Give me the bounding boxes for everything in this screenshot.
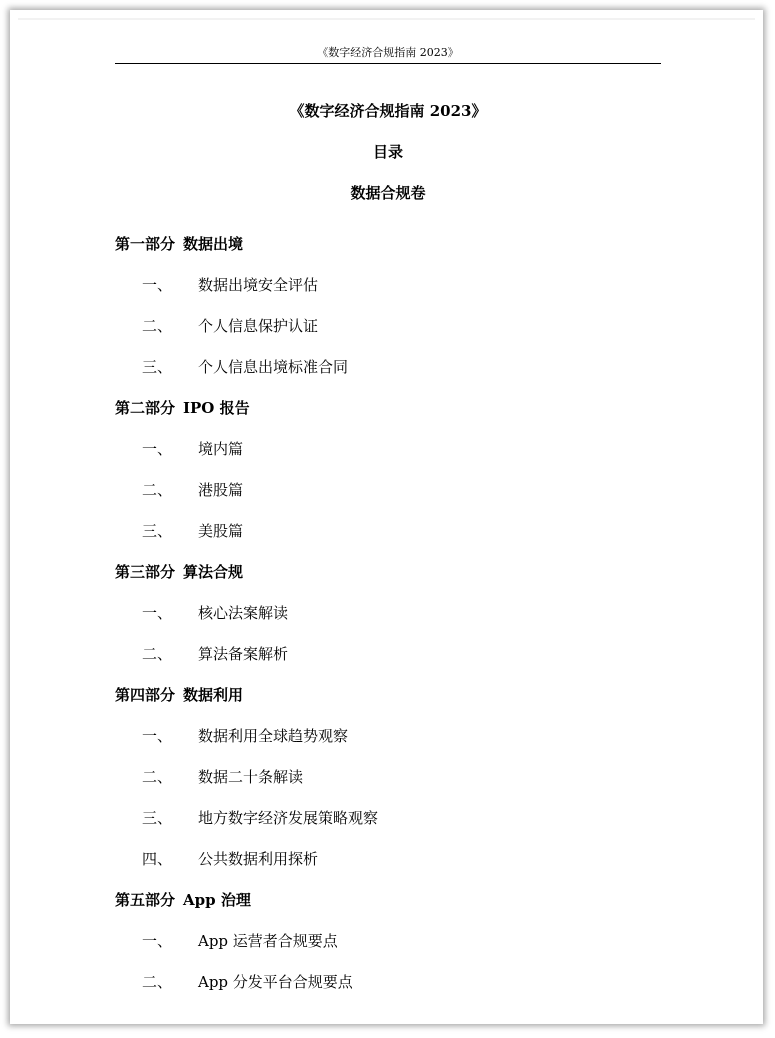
- volume-title: 数据合规卷: [350, 184, 426, 202]
- part-title: IPO 报告: [183, 399, 250, 417]
- part-title: 算法合规: [183, 563, 244, 581]
- toc-item[interactable]: [115, 470, 675, 511]
- item-number: 一、: [142, 932, 173, 950]
- table-of-contents: [115, 224, 675, 1003]
- running-header: 《数字经济合规指南 2023》: [317, 46, 459, 59]
- item-number: 三、: [142, 809, 173, 827]
- toc-heading: 目录: [372, 143, 403, 161]
- item-title: 数据出境安全评估: [198, 276, 319, 294]
- item-title: 数据二十条解读: [198, 768, 304, 786]
- item-number: 一、: [142, 604, 173, 622]
- document-page: [10, 10, 763, 1024]
- item-title: App 运营者合规要点: [198, 932, 338, 950]
- toc-part-3[interactable]: [115, 552, 675, 593]
- part-title: 数据利用: [183, 686, 244, 704]
- item-title: 美股篇: [198, 522, 244, 540]
- part-title: 数据出境: [183, 235, 244, 253]
- toc-item[interactable]: [115, 716, 675, 757]
- item-title: 个人信息出境标准合同: [198, 358, 349, 376]
- toc-item[interactable]: [115, 347, 675, 388]
- item-title: 港股篇: [198, 481, 244, 499]
- toc-item[interactable]: [115, 265, 675, 306]
- part-label: 第五部分: [115, 891, 176, 909]
- page-top-band: [18, 18, 755, 20]
- toc-item[interactable]: [115, 757, 675, 798]
- toc-item[interactable]: [115, 634, 675, 675]
- toc-part-2[interactable]: [115, 388, 675, 429]
- item-title: 数据利用全球趋势观察: [198, 727, 349, 745]
- item-title: 公共数据利用探析: [198, 850, 319, 868]
- item-title: App 分发平台合规要点: [198, 973, 353, 991]
- toc-item[interactable]: [115, 593, 675, 634]
- item-title: 境内篇: [198, 440, 244, 458]
- toc-part-1[interactable]: [115, 224, 675, 265]
- toc-item[interactable]: [115, 511, 675, 552]
- item-title: 核心法案解读: [198, 604, 289, 622]
- part-label: 第二部分: [115, 399, 176, 417]
- item-number: 二、: [142, 973, 173, 991]
- toc-item[interactable]: [115, 306, 675, 347]
- toc-item[interactable]: [115, 962, 675, 1003]
- part-label: 第一部分: [115, 235, 176, 253]
- toc-item[interactable]: [115, 839, 675, 880]
- item-title: 算法备案解析: [198, 645, 289, 663]
- item-title: 地方数字经济发展策略观察: [198, 809, 379, 827]
- item-number: 三、: [142, 358, 173, 376]
- toc-part-5[interactable]: [115, 880, 675, 921]
- item-number: 二、: [142, 645, 173, 663]
- toc-item[interactable]: [115, 798, 675, 839]
- item-number: 一、: [142, 276, 173, 294]
- header-rule: [115, 63, 661, 64]
- item-number: 二、: [142, 317, 173, 335]
- item-number: 三、: [142, 522, 173, 540]
- part-label: 第三部分: [115, 563, 176, 581]
- part-title: App 治理: [183, 891, 251, 909]
- item-number: 二、: [142, 481, 173, 499]
- item-number: 二、: [142, 768, 173, 786]
- toc-part-4[interactable]: [115, 675, 675, 716]
- part-label: 第四部分: [115, 686, 176, 704]
- document-title: 《数字经济合规指南 2023》: [289, 102, 487, 120]
- item-title: 个人信息保护认证: [198, 317, 319, 335]
- item-number: 一、: [142, 440, 173, 458]
- item-number: 一、: [142, 727, 173, 745]
- item-number: 四、: [142, 850, 173, 868]
- toc-item[interactable]: [115, 429, 675, 470]
- toc-item[interactable]: [115, 921, 675, 962]
